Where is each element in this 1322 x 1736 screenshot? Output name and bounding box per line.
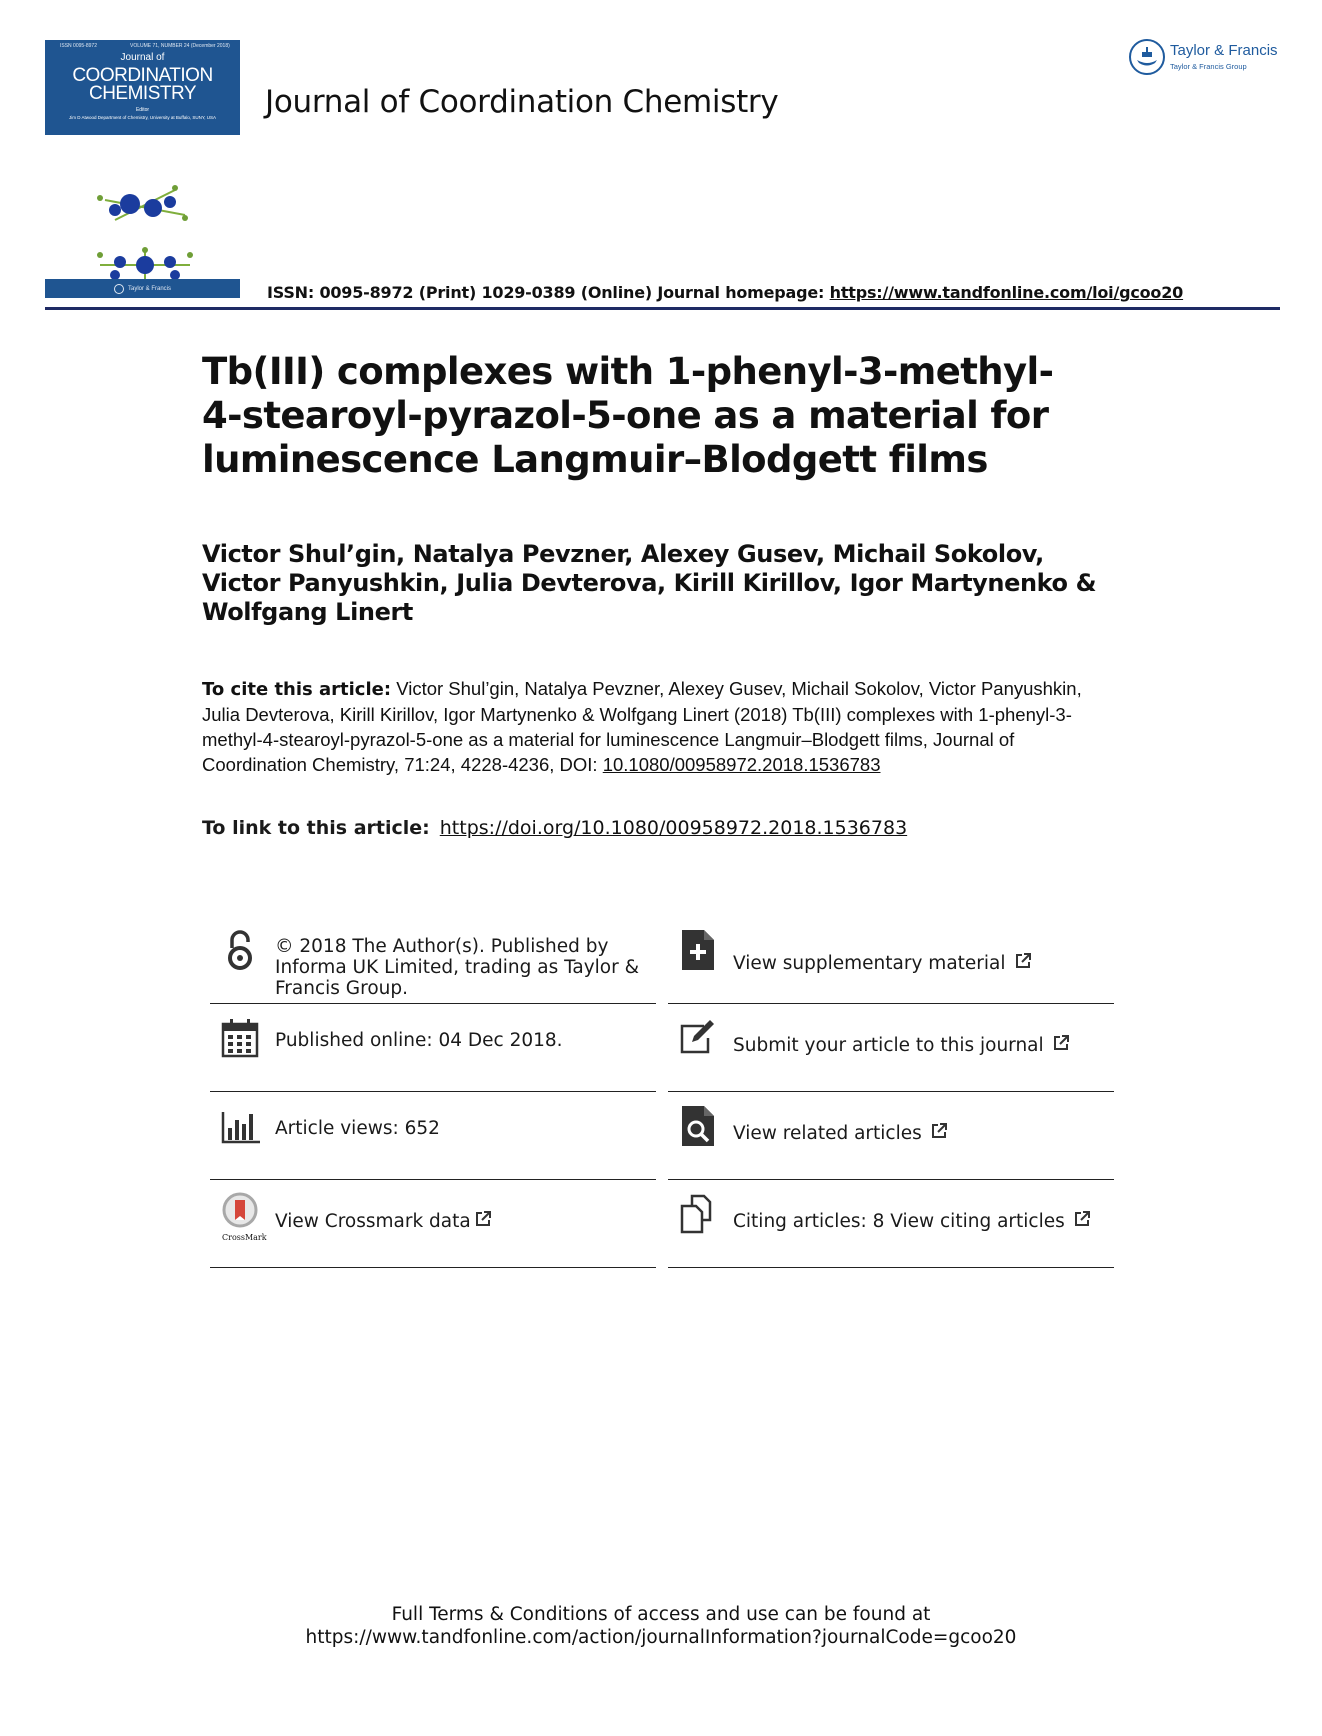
taylor-francis-logo-icon: [1128, 38, 1166, 76]
publisher-name: Taylor & Francis: [1170, 42, 1278, 59]
external-link-icon: [474, 1210, 492, 1228]
external-link-icon: [1014, 952, 1032, 970]
submit-label-wrap: [733, 1034, 1070, 1056]
citation-block: [202, 676, 1082, 777]
open-access-icon: [220, 928, 260, 972]
cover-publisher-name: Taylor & Francis: [127, 285, 171, 292]
supplementary-label-wrap: [733, 952, 1032, 974]
crossmark-label-wrap: [275, 1210, 492, 1232]
edit-icon: [678, 1016, 718, 1060]
views-text: Article views: 652: [275, 1118, 440, 1139]
supplementary-cell[interactable]: [668, 916, 1114, 1004]
license-text: © 2018 The Author(s). Published by Informa UK Limited, trading as Taylor & Francis Group.: [275, 936, 640, 999]
cover-issn: ISSN 0095-8972: [60, 43, 97, 49]
published-text: Published online: 04 Dec 2018.: [275, 1030, 563, 1051]
related-cell[interactable]: [668, 1092, 1114, 1180]
journal-cover: [45, 40, 240, 298]
views-cell: [210, 1092, 656, 1180]
terms-url[interactable]: https://www.tandfonline.com/action/journalInformation?journalCode=gcoo20: [305, 1627, 1017, 1648]
crossmark-label: View Crossmark data: [275, 1211, 471, 1232]
crossmark-logo-label: CrossMark: [222, 1233, 267, 1242]
terms-line: Full Terms & Conditions of access and use can be found at: [391, 1604, 931, 1625]
terms-footer: [0, 1603, 1322, 1649]
calendar-icon: [220, 1016, 260, 1060]
supplementary-label: View supplementary material: [733, 953, 1006, 974]
header-divider: [45, 307, 1280, 310]
article-title: Tb(III) complexes with 1-phenyl-3-methyl-4-stearoyl-pyrazol-5-one as a material for luminescence Langmuir–Blodgett films: [202, 350, 1054, 481]
citation-label: To cite this article:: [202, 679, 392, 700]
cover-publisher-logo-icon: [114, 284, 124, 294]
related-label: View related articles: [733, 1123, 922, 1144]
external-link-icon: [1052, 1034, 1070, 1052]
journal-homepage-link[interactable]: https://www.tandfonline.com/loi/gcoo20: [829, 283, 1184, 302]
cover-header: [45, 40, 240, 135]
issn-line: [267, 283, 1183, 302]
article-doi-link[interactable]: https://doi.org/10.1080/00958972.2018.1536783: [439, 817, 908, 839]
journal-name: Journal of Coordination Chemistry: [265, 84, 779, 120]
issn-text: ISSN: 0095-8972 (Print) 1029-0389 (Online) Journal homepage:: [267, 283, 830, 302]
submit-label: Submit your article to this journal: [733, 1035, 1044, 1056]
published-cell: [210, 1004, 656, 1092]
publisher-logo[interactable]: [1128, 38, 1298, 78]
external-link-icon: [930, 1122, 948, 1140]
submit-cell[interactable]: [668, 1004, 1114, 1092]
external-link-icon: [1073, 1210, 1091, 1228]
cover-editor: Jim D Atwood Department of Chemistry, University at Buffalo, SUNY, USA: [68, 115, 217, 120]
crossmark-cell[interactable]: [210, 1180, 656, 1268]
cover-title-line1: COORDINATION: [72, 65, 213, 86]
search-document-icon: [678, 1104, 718, 1148]
citing-label-wrap: [733, 1210, 1091, 1232]
citation-doi-link[interactable]: 10.1080/00958972.2018.1536783: [602, 754, 881, 775]
cover-editor-label: Editor: [135, 107, 150, 113]
cover-journal-of: Journal of: [120, 52, 165, 63]
article-authors: Victor Shul’gin, Natalya Pevzner, Alexey Gusev, Michail Sokolov, Victor Panyushkin, Julia Devterova, Kirill Kirillov, Igor Martynenko & Wolfgang Linert: [202, 540, 1097, 626]
related-label-wrap: [733, 1122, 948, 1144]
copy-documents-icon: [678, 1192, 718, 1236]
publisher-subtitle: Taylor & Francis Group: [1170, 62, 1247, 71]
supplementary-plus-icon: [678, 928, 718, 972]
citing-label: Citing articles: 8 View citing articles: [733, 1211, 1065, 1232]
cover-title-line2: CHEMISTRY: [88, 83, 197, 104]
article-link-row: [202, 817, 907, 839]
molecule-illustration: [85, 180, 205, 280]
link-label: To link to this article:: [202, 817, 430, 839]
bar-chart-icon: [220, 1104, 260, 1148]
cover-publisher-strip: [45, 279, 240, 298]
citing-cell[interactable]: [668, 1180, 1114, 1268]
license-cell: [210, 916, 656, 1004]
citation-text: Victor Shul’gin, Natalya Pevzner, Alexey Gusev, Michail Sokolov, Victor Panyushkin, Julia Devterova, Kirill Kirillov, Igor Martynenko & Wolfgang Linert (2018) Tb(III) complexes with 1-phenyl-3-methyl-4-stearoyl-pyrazol-5-one as a material for luminescence Langmuir–Blodgett films, Journal of Coordination Chemistry, 71:24, 4228-4236, DOI:: [202, 678, 1082, 775]
crossmark-icon: [220, 1192, 260, 1236]
cover-volume: VOLUME 71, NUMBER 24 (December 2018): [130, 43, 230, 49]
